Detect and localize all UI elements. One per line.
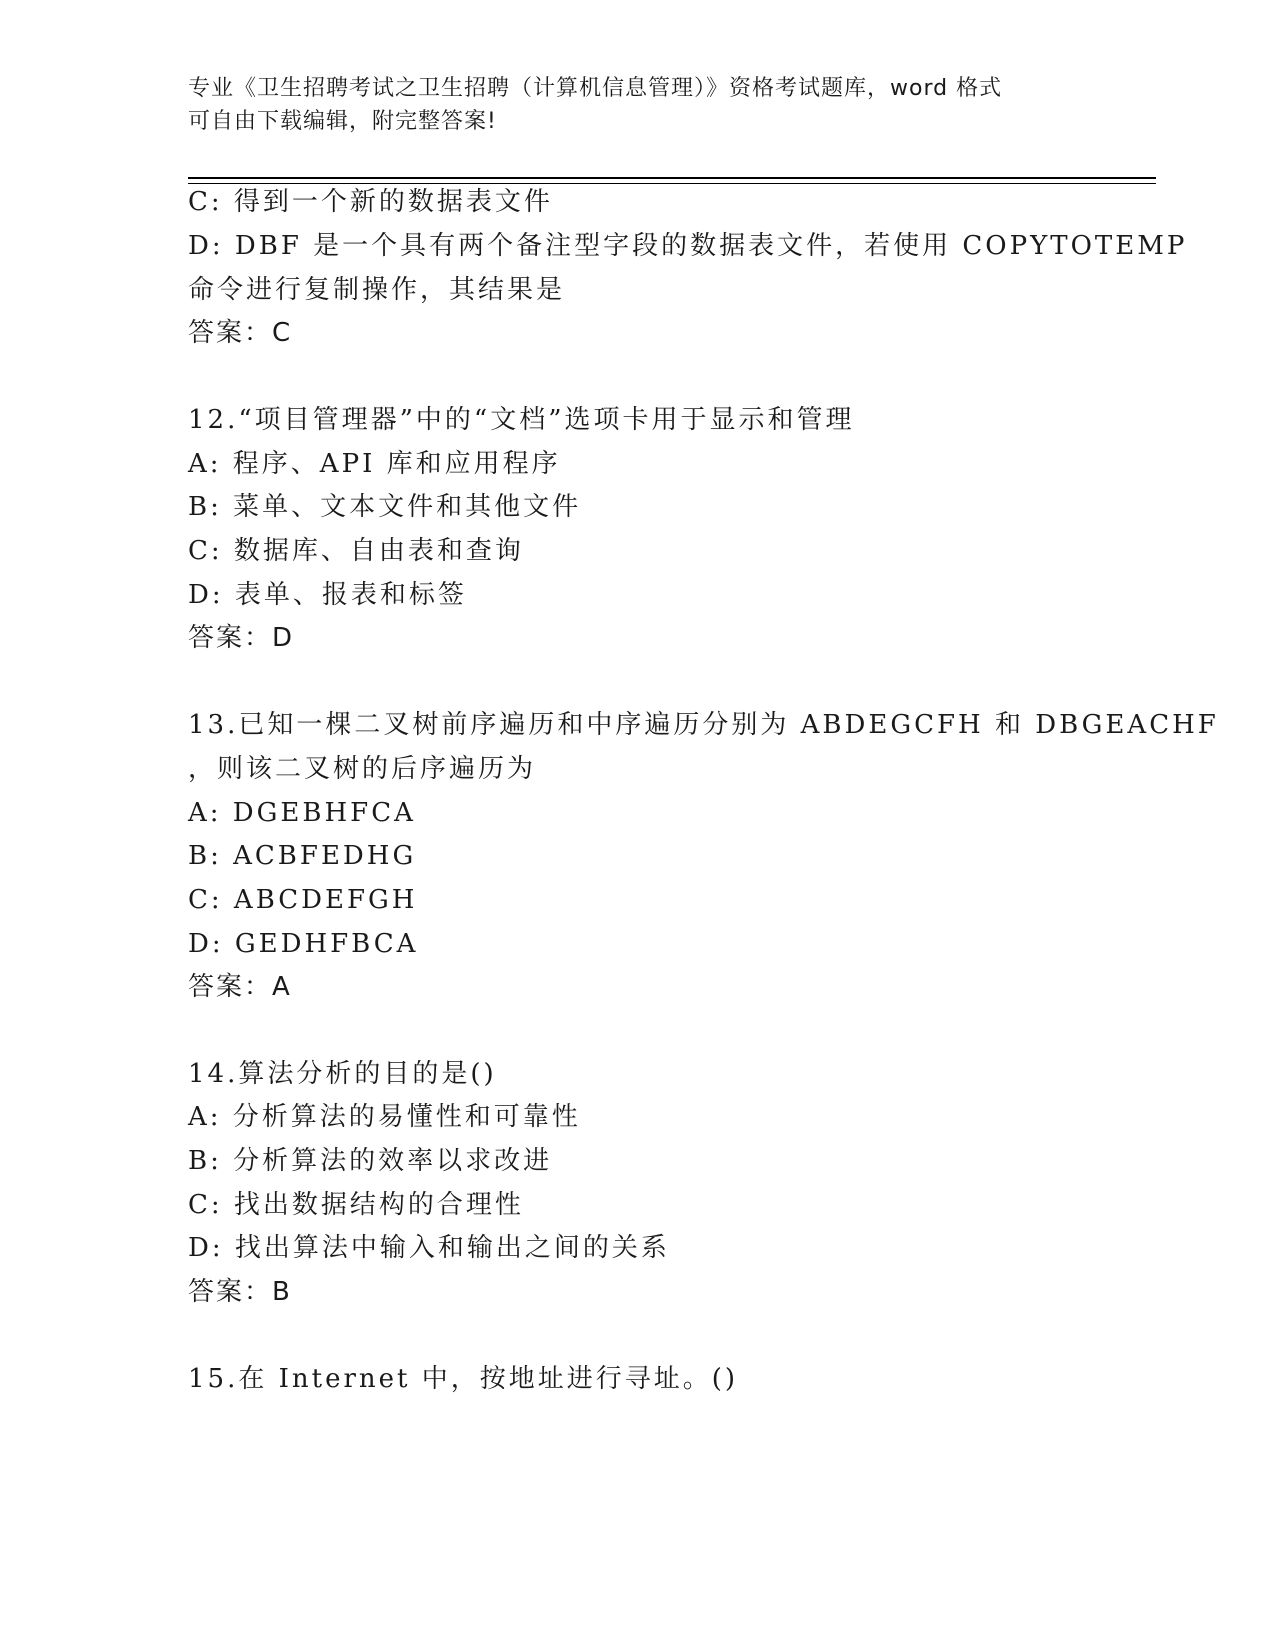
q12-answer: 答案：D <box>188 623 295 653</box>
document-header <box>188 72 1088 138</box>
q14-option-c: C: 找出数据结构的合理性 <box>188 1190 524 1220</box>
q13-answer: 答案：A <box>188 972 292 1002</box>
q14-answer: 答案：B <box>188 1277 292 1307</box>
q13-option-b: B: ACBFEDHG <box>188 841 417 871</box>
prev-option-c: C: 得到一个新的数据表文件 <box>188 187 553 217</box>
q15-stem: 15.在 Internet 中，按地址进行寻址。() <box>188 1364 739 1394</box>
q13-option-a: A: DGEBHFCA <box>188 798 416 828</box>
prev-answer: 答案：C <box>188 318 293 348</box>
prev-option-d-line1: D: DBF 是一个具有两个备注型字段的数据表文件，若使用 COPYTOTEMP <box>188 231 1188 261</box>
q13-option-d: D: GEDHFBCA <box>188 929 419 959</box>
q12-option-a: A: 程序、API 库和应用程序 <box>188 449 561 479</box>
q14-option-d: D: 找出算法中输入和输出之间的关系 <box>188 1233 670 1263</box>
q14-stem: 14.算法分析的目的是() <box>188 1059 497 1089</box>
header-title-line2: 可自由下载编辑，附完整答案! <box>188 109 497 134</box>
q12-option-b: B: 菜单、文本文件和其他文件 <box>188 492 582 522</box>
header-divider-thick <box>188 177 1156 179</box>
q14-option-b: B: 分析算法的效率以求改进 <box>188 1146 553 1176</box>
header-divider-thin <box>188 183 1156 184</box>
prev-option-d-line2: 命令进行复制操作，其结果是 <box>188 275 566 305</box>
q13-stem-line2: ，则该二叉树的后序遍历为 <box>188 754 537 784</box>
q12-option-c: C: 数据库、自由表和查询 <box>188 536 524 566</box>
q13-stem-line1: 13.已知一棵二叉树前序遍历和中序遍历分别为 ABDEGCFH 和 DBGEACHF <box>188 710 1219 740</box>
q13-option-c: C: ABCDEFGH <box>188 885 418 915</box>
q14-option-a: A: 分析算法的易懂性和可靠性 <box>188 1102 581 1132</box>
q12-stem: 12.“项目管理器”中的“文档”选项卡用于显示和管理 <box>188 405 855 435</box>
q12-option-d: D: 表单、报表和标签 <box>188 580 467 610</box>
header-title-line1: 专业《卫生招聘考试之卫生招聘（计算机信息管理）》资格考试题库，word 格式 <box>188 76 1003 101</box>
